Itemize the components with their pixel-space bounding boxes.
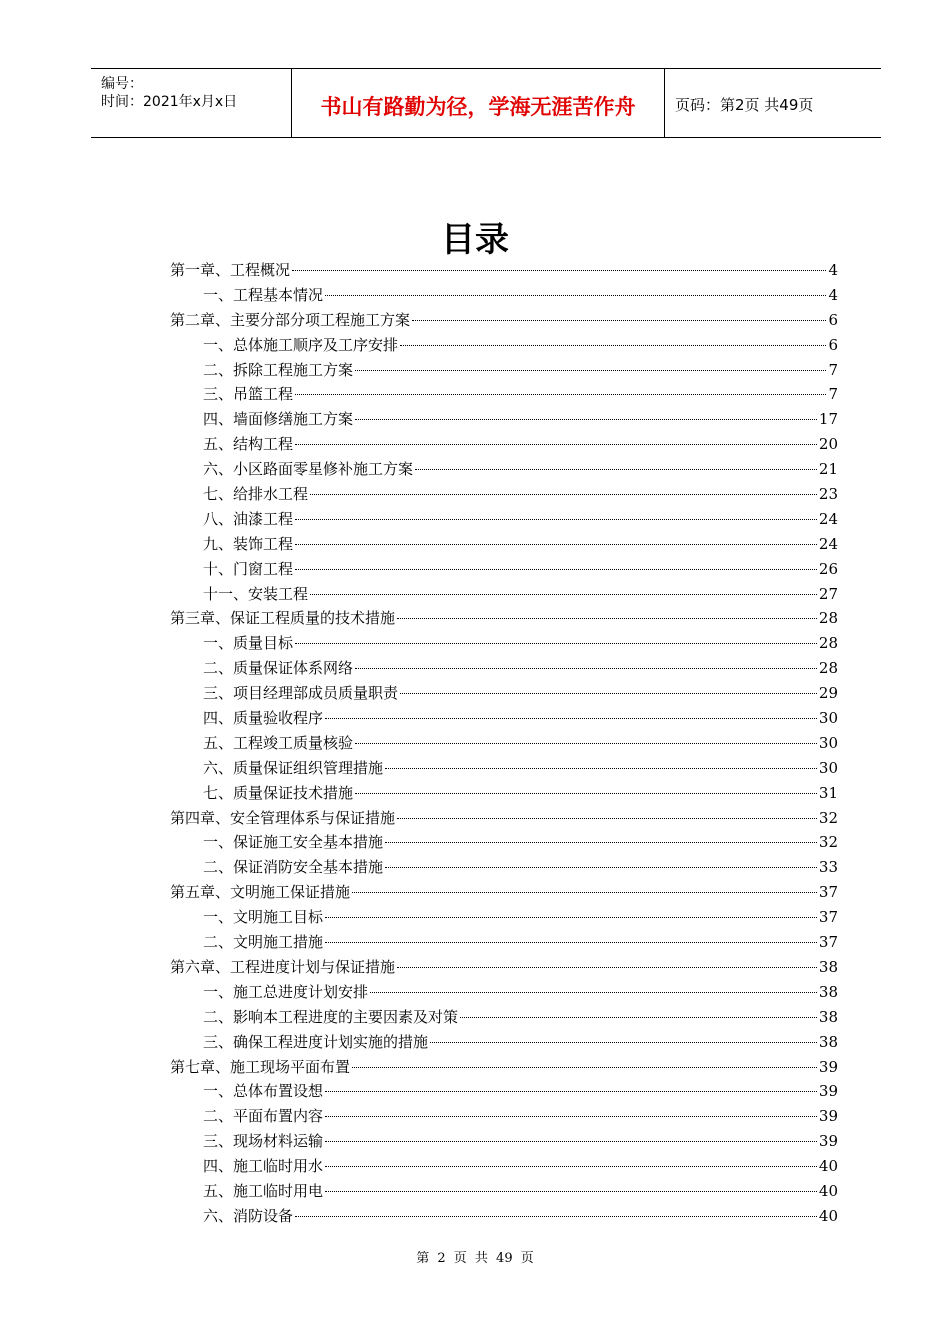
toc-section-entry[interactable] bbox=[170, 1079, 838, 1104]
toc-section-entry[interactable] bbox=[170, 1154, 838, 1179]
toc-dot-leader bbox=[370, 992, 817, 993]
toc-dot-leader bbox=[325, 295, 826, 296]
toc-entry-title: 第二章、主要分部分项工程施工方案 bbox=[170, 310, 411, 329]
toc-section-entry[interactable] bbox=[170, 756, 838, 781]
time-label: 时间：2021年x月x日 bbox=[101, 94, 238, 110]
header-meta-cell bbox=[91, 69, 292, 137]
toc-dot-leader bbox=[430, 1042, 817, 1043]
toc-section-entry[interactable] bbox=[170, 855, 838, 880]
toc-entry-title: 九、装饰工程 bbox=[203, 534, 294, 553]
toc-section-entry[interactable] bbox=[170, 407, 838, 432]
toc-dot-leader bbox=[325, 1191, 817, 1192]
toc-entry-page: 32 bbox=[818, 808, 838, 827]
toc-dot-leader bbox=[355, 419, 817, 420]
toc-section-entry[interactable] bbox=[170, 631, 838, 656]
toc-section-entry[interactable] bbox=[170, 532, 838, 557]
toc-entry-title: 一、质量目标 bbox=[203, 634, 294, 653]
toc-entry-title: 一、保证施工安全基本措施 bbox=[203, 833, 384, 852]
toc-entry-title: 二、影响本工程进度的主要因素及对策 bbox=[203, 1007, 459, 1026]
toc-entry-page: 30 bbox=[818, 758, 838, 777]
toc-entry-page: 38 bbox=[818, 1007, 838, 1026]
toc-section-entry[interactable] bbox=[170, 557, 838, 582]
toc-dot-leader bbox=[355, 370, 826, 371]
toc-entry-page: 27 bbox=[818, 584, 838, 603]
toc-dot-leader bbox=[295, 569, 817, 570]
toc-section-entry[interactable] bbox=[170, 358, 838, 383]
table-of-contents bbox=[170, 258, 838, 1229]
code-label: 编号： bbox=[101, 76, 143, 92]
toc-entry-title: 八、油漆工程 bbox=[203, 509, 294, 528]
toc-dot-leader bbox=[295, 643, 817, 644]
toc-dot-leader bbox=[325, 1116, 817, 1117]
toc-entry-page: 37 bbox=[818, 883, 838, 902]
toc-entry-title: 第六章、工程进度计划与保证措施 bbox=[170, 957, 396, 976]
toc-entry-title: 三、现场材料运输 bbox=[203, 1132, 324, 1151]
toc-entry-title: 第一章、工程概况 bbox=[170, 261, 291, 279]
toc-section-entry[interactable] bbox=[170, 1104, 838, 1129]
toc-dot-leader bbox=[325, 718, 817, 719]
toc-entry-page: 40 bbox=[818, 1181, 838, 1200]
toc-entry-page: 26 bbox=[818, 559, 838, 578]
toc-entry-title: 二、拆除工程施工方案 bbox=[203, 360, 354, 379]
toc-section-entry[interactable] bbox=[170, 507, 838, 532]
toc-dot-leader bbox=[397, 967, 817, 968]
toc-section-entry[interactable] bbox=[170, 930, 838, 955]
toc-entry-title: 第三章、保证工程质量的技术措施 bbox=[170, 609, 396, 628]
toc-dot-leader bbox=[325, 1141, 817, 1142]
toc-dot-leader bbox=[400, 693, 817, 694]
toc-entry-title: 二、平面布置内容 bbox=[203, 1107, 324, 1126]
motto-text: 书山有路勤为径，学海无涯苦作舟 bbox=[320, 95, 636, 119]
toc-entry-title: 三、项目经理部成员质量职责 bbox=[203, 684, 399, 703]
toc-entry-page: 39 bbox=[818, 1132, 838, 1151]
toc-entry-title: 五、结构工程 bbox=[203, 435, 294, 454]
toc-entry-page: 6 bbox=[828, 310, 838, 329]
toc-dot-leader bbox=[295, 1216, 817, 1217]
header-motto-cell bbox=[292, 69, 665, 137]
toc-dot-leader bbox=[325, 917, 817, 918]
toc-entry-page: 28 bbox=[818, 634, 838, 653]
toc-entry-title: 二、质量保证体系网络 bbox=[203, 659, 354, 678]
page-code: 页码：第2页 共49页 bbox=[675, 96, 814, 114]
toc-dot-leader bbox=[325, 1166, 817, 1167]
toc-dot-leader bbox=[385, 768, 817, 769]
toc-dot-leader bbox=[295, 544, 817, 545]
toc-entry-page: 38 bbox=[818, 957, 838, 976]
toc-entry-title: 一、总体施工顺序及工序安排 bbox=[203, 335, 399, 354]
toc-dot-leader bbox=[325, 942, 817, 943]
toc-section-entry[interactable] bbox=[170, 905, 838, 930]
toc-entry-page: 17 bbox=[818, 410, 838, 429]
toc-chapter-entry[interactable] bbox=[170, 1055, 838, 1080]
toc-section-entry[interactable] bbox=[170, 1030, 838, 1055]
toc-entry-title: 三、吊篮工程 bbox=[203, 385, 294, 404]
toc-entry-title: 第七章、施工现场平面布置 bbox=[170, 1057, 351, 1076]
toc-entry-page: 38 bbox=[818, 982, 838, 1001]
toc-section-entry[interactable] bbox=[170, 283, 838, 308]
toc-dot-leader bbox=[400, 345, 826, 346]
toc-dot-leader bbox=[397, 818, 817, 819]
toc-dot-leader bbox=[310, 594, 817, 595]
toc-dot-leader bbox=[415, 469, 817, 470]
page-footer: 第 2 页 共 49 页 bbox=[416, 1251, 534, 1266]
toc-dot-leader bbox=[352, 892, 817, 893]
toc-chapter-entry[interactable] bbox=[170, 308, 838, 333]
toc-dot-leader bbox=[295, 519, 817, 520]
toc-entry-page: 40 bbox=[818, 1206, 838, 1225]
toc-entry-title: 七、质量保证技术措施 bbox=[203, 783, 354, 802]
toc-dot-leader bbox=[397, 618, 817, 619]
toc-section-entry[interactable] bbox=[170, 482, 838, 507]
toc-dot-leader bbox=[355, 743, 817, 744]
toc-section-entry[interactable] bbox=[170, 1129, 838, 1154]
toc-chapter-entry[interactable] bbox=[170, 880, 838, 905]
toc-dot-leader bbox=[355, 668, 817, 669]
toc-entry-title: 一、总体布置设想 bbox=[203, 1082, 324, 1101]
toc-section-entry[interactable] bbox=[170, 731, 838, 756]
toc-entry-title: 一、工程基本情况 bbox=[203, 285, 324, 304]
toc-dot-leader bbox=[460, 1017, 817, 1018]
toc-section-entry[interactable] bbox=[170, 382, 838, 407]
toc-entry-title: 五、施工临时用电 bbox=[203, 1181, 324, 1200]
toc-section-entry[interactable] bbox=[170, 781, 838, 806]
toc-dot-leader bbox=[412, 320, 826, 321]
toc-entry-page: 30 bbox=[818, 709, 838, 728]
toc-section-entry[interactable] bbox=[170, 1179, 838, 1204]
toc-entry-title: 六、消防设备 bbox=[203, 1206, 294, 1225]
toc-dot-leader bbox=[352, 1067, 817, 1068]
toc-dot-leader bbox=[355, 793, 817, 794]
toc-entry-page: 4 bbox=[828, 261, 838, 279]
toc-section-entry[interactable] bbox=[170, 333, 838, 358]
toc-chapter-entry[interactable] bbox=[170, 258, 838, 283]
toc-dot-leader bbox=[292, 270, 826, 271]
toc-entry-title: 六、小区路面零星修补施工方案 bbox=[203, 460, 414, 479]
toc-entry-title: 三、确保工程进度计划实施的措施 bbox=[203, 1032, 429, 1051]
toc-dot-leader bbox=[295, 444, 817, 445]
toc-section-entry[interactable] bbox=[170, 582, 838, 607]
toc-section-entry[interactable] bbox=[170, 432, 838, 457]
toc-section-entry[interactable] bbox=[170, 706, 838, 731]
toc-entry-title: 十一、安装工程 bbox=[203, 584, 309, 603]
toc-entry-page: 24 bbox=[818, 509, 838, 528]
toc-entry-page: 28 bbox=[818, 609, 838, 628]
toc-entry-page: 40 bbox=[818, 1157, 838, 1176]
toc-entry-title: 第四章、安全管理体系与保证措施 bbox=[170, 808, 396, 827]
toc-entry-page: 39 bbox=[818, 1082, 838, 1101]
toc-chapter-entry[interactable] bbox=[170, 606, 838, 631]
toc-entry-page: 39 bbox=[818, 1057, 838, 1076]
toc-entry-page: 28 bbox=[818, 659, 838, 678]
toc-dot-leader bbox=[295, 394, 826, 395]
toc-entry-page: 38 bbox=[818, 1032, 838, 1051]
toc-entry-page: 37 bbox=[818, 933, 838, 952]
toc-entry-title: 五、工程竣工质量核验 bbox=[203, 733, 354, 752]
toc-entry-title: 七、给排水工程 bbox=[203, 485, 309, 504]
toc-entry-page: 7 bbox=[828, 385, 838, 404]
toc-entry-page: 30 bbox=[818, 733, 838, 752]
toc-entry-title: 一、施工总进度计划安排 bbox=[203, 982, 369, 1001]
toc-dot-leader bbox=[310, 494, 817, 495]
header-page-cell bbox=[665, 69, 881, 137]
toc-entry-page: 29 bbox=[818, 684, 838, 703]
toc-entry-page: 37 bbox=[818, 908, 838, 927]
toc-entry-title: 六、质量保证组织管理措施 bbox=[203, 758, 384, 777]
toc-entry-title: 四、施工临时用水 bbox=[203, 1157, 324, 1176]
toc-dot-leader bbox=[385, 867, 817, 868]
toc-entry-title: 四、质量验收程序 bbox=[203, 709, 324, 728]
toc-entry-page: 32 bbox=[818, 833, 838, 852]
toc-dot-leader bbox=[325, 1091, 817, 1092]
toc-section-entry[interactable] bbox=[170, 1204, 838, 1229]
toc-entry-title: 一、文明施工目标 bbox=[203, 908, 324, 927]
toc-entry-page: 33 bbox=[818, 858, 838, 877]
toc-section-entry[interactable] bbox=[170, 457, 838, 482]
toc-entry-title: 十、门窗工程 bbox=[203, 559, 294, 578]
toc-section-entry[interactable] bbox=[170, 656, 838, 681]
toc-entry-title: 四、墙面修缮施工方案 bbox=[203, 410, 354, 429]
toc-dot-leader bbox=[385, 842, 817, 843]
toc-entry-page: 39 bbox=[818, 1107, 838, 1126]
toc-entry-title: 二、保证消防安全基本措施 bbox=[203, 858, 384, 877]
toc-section-entry[interactable] bbox=[170, 980, 838, 1005]
page-header bbox=[91, 68, 881, 138]
toc-entry-page: 24 bbox=[818, 534, 838, 553]
toc-entry-title: 第五章、文明施工保证措施 bbox=[170, 883, 351, 902]
toc-section-entry[interactable] bbox=[170, 830, 838, 855]
toc-entry-page: 31 bbox=[818, 783, 838, 802]
toc-chapter-entry[interactable] bbox=[170, 955, 838, 980]
toc-entry-page: 7 bbox=[828, 360, 838, 379]
toc-entry-page: 21 bbox=[818, 460, 838, 479]
page-title: 目录 bbox=[441, 220, 509, 260]
toc-entry-page: 4 bbox=[828, 285, 838, 304]
toc-entry-page: 23 bbox=[818, 485, 838, 504]
toc-entry-page: 20 bbox=[818, 435, 838, 454]
toc-entry-title: 二、文明施工措施 bbox=[203, 933, 324, 952]
toc-section-entry[interactable] bbox=[170, 681, 838, 706]
toc-entry-page: 6 bbox=[828, 335, 838, 354]
toc-chapter-entry[interactable] bbox=[170, 806, 838, 831]
toc-section-entry[interactable] bbox=[170, 1005, 838, 1030]
